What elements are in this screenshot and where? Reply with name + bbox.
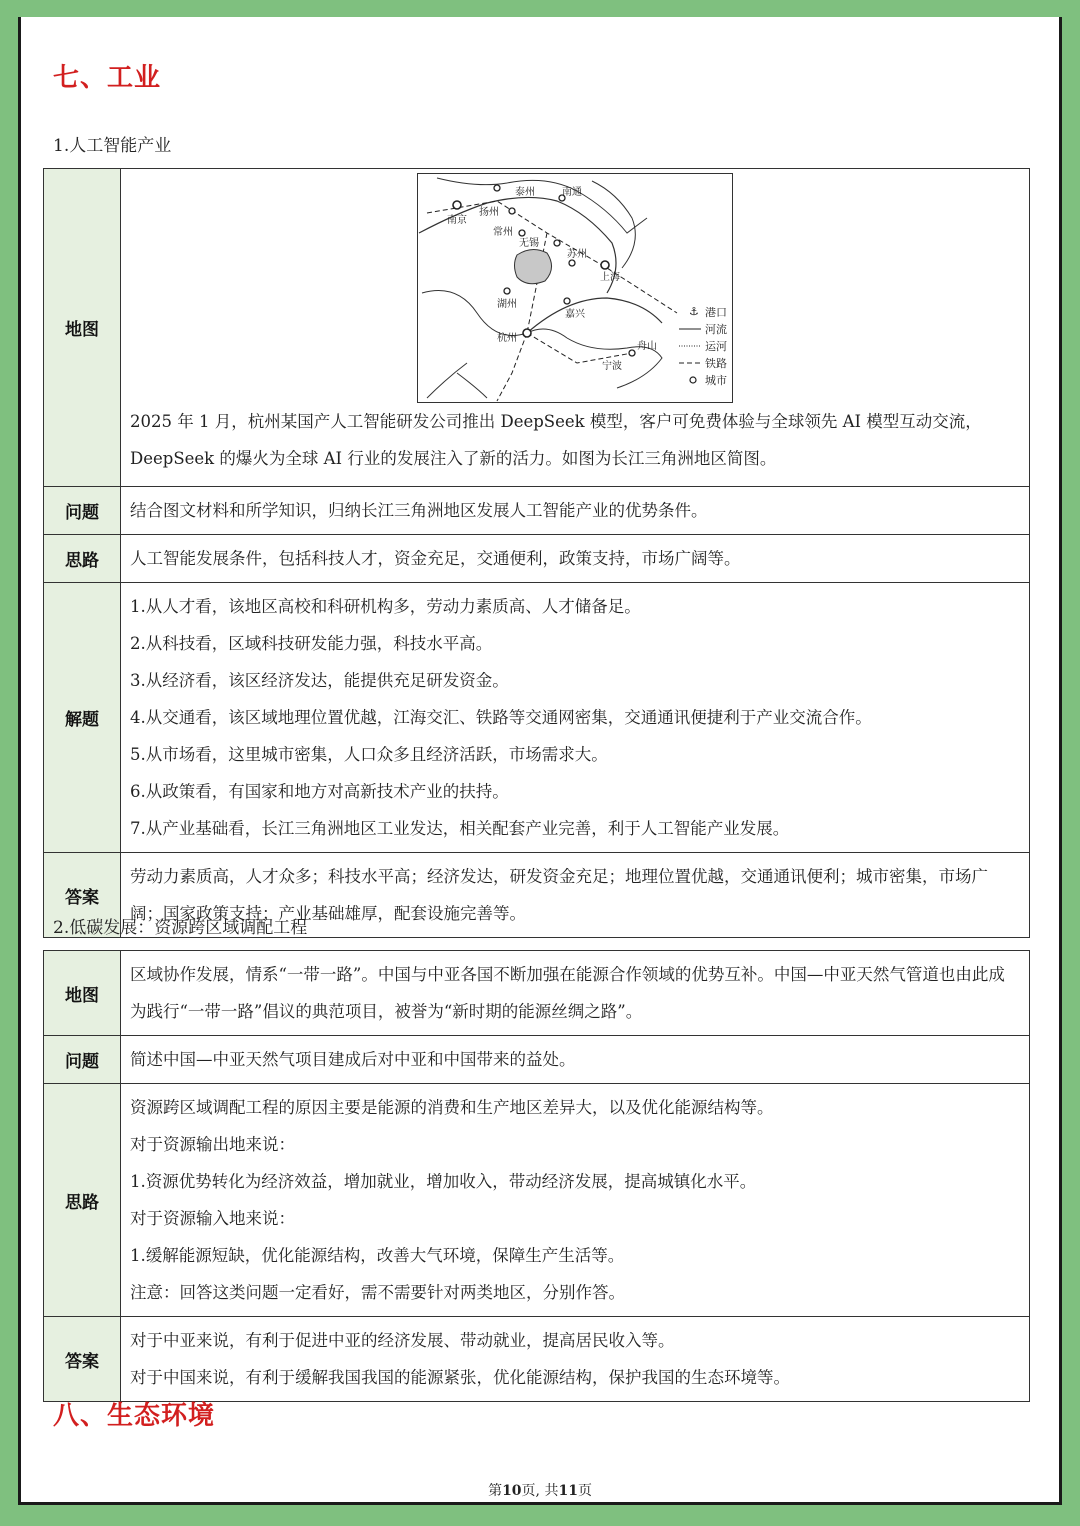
label-idea: 思路 — [44, 1084, 121, 1317]
label-answer: 答案 — [44, 1317, 121, 1402]
page-footer: 第10页, 共11页 — [488, 1483, 592, 1499]
svg-text:运河: 运河 — [705, 340, 727, 353]
svg-text:上海: 上海 — [600, 272, 620, 283]
svg-text:扬州: 扬州 — [479, 207, 499, 218]
idea-line: 1.缓解能源短缺，优化能源结构，改善大气环境，保障生产生活等。 — [130, 1246, 625, 1265]
label-question: 问题 — [44, 487, 121, 535]
svg-text:城市: 城市 — [705, 374, 727, 387]
subsection-title-low-carbon: 2.低碳发展：资源跨区域调配工程 — [53, 918, 308, 938]
svg-text:南通: 南通 — [562, 187, 582, 198]
question-text: 简述中国—中亚天然气项目建成后对中亚和中国带来的益处。 — [121, 1036, 1030, 1084]
map-description-gas: 区域协作发展，情系“一带一路”。中国与中亚各国不断加强在能源合作领域的优势互补。中国—中亚天然气管道也由此成为践行“一带一路”倡议的典范项目，被誉为“新时期的能源丝绸之路”。 — [121, 951, 1030, 1036]
solution-list — [121, 583, 1030, 853]
solution-item: 1.从人才看，该地区高校和科研机构多，劳动力素质高、人才储备足。 — [130, 597, 641, 616]
solution-item: 5.从市场看，这里城市密集，人口众多且经济活跃，市场需求大。 — [130, 745, 608, 764]
low-carbon-table — [43, 950, 1030, 1402]
map-description-ai: 2025 年 1 月，杭州某国产人工智能研发公司推出 DeepSeek 模型，客户可免费体验与全球领先 AI 模型互动交流，DeepSeek 的爆火为全球 AI 行业的发展注入了新的活力。如图为长江三角洲地区简图。 — [130, 412, 982, 468]
idea-line: 1.资源优势转化为经济效益，增加就业，增加收入，带动经济发展，提高城镇化水平。 — [130, 1172, 757, 1191]
answer-text: 劳动力素质高，人才众多；科技水平高；经济发达，研发资金充足；地理位置优越，交通通讯便利；城市密集，市场广阔；国家政策支持；产业基础雄厚，配套设施完善等。 — [121, 853, 1030, 938]
solution-item: 6.从政策看，有国家和地方对高新技术产业的扶持。 — [130, 782, 509, 801]
idea-line: 注意：回答这类问题一定看好，需不需要针对两类地区，分别作答。 — [130, 1283, 625, 1302]
label-answer: 答案 — [44, 853, 121, 938]
subsection-title-ai: 1.人工智能产业 — [53, 136, 172, 156]
solution-item: 4.从交通看，该区域地理位置优越，江海交汇、铁路等交通网密集，交通通讯便捷利于产业交流合作。 — [130, 708, 872, 727]
svg-text:常州: 常州 — [493, 227, 513, 238]
yangtze-delta-map — [417, 173, 733, 403]
answer-line: 对于中国来说，有利于缓解我国我国的能源紧张，优化能源结构，保护我国的生态环境等。 — [130, 1368, 790, 1387]
svg-text:铁路: 铁路 — [705, 357, 727, 370]
svg-text:苏州: 苏州 — [567, 249, 587, 260]
document-page — [18, 17, 1062, 1505]
idea-line: 对于资源输出地来说： — [130, 1135, 295, 1154]
answer-list — [121, 1317, 1030, 1402]
section-heading-industry: 七、工业 — [53, 63, 162, 93]
svg-text:嘉兴: 嘉兴 — [565, 309, 585, 320]
svg-text:港口: 港口 — [705, 306, 727, 319]
label-idea: 思路 — [44, 535, 121, 583]
section-heading-ecology: 八、生态环境 — [53, 1401, 216, 1431]
solution-item: 7.从产业基础看，长江三角洲地区工业发达，相关配套产业完善，利于人工智能产业发展。 — [130, 819, 790, 838]
svg-text:南京: 南京 — [447, 215, 467, 226]
label-map: 地图 — [44, 169, 121, 487]
svg-text:杭州: 杭州 — [497, 333, 517, 344]
svg-text:河流: 河流 — [705, 323, 727, 336]
answer-line: 对于中亚来说，有利于促进中亚的经济发展、带动就业，提高居民收入等。 — [130, 1331, 675, 1350]
total-pages: 11 — [558, 1483, 578, 1499]
label-map: 地图 — [44, 951, 121, 1036]
current-page: 10 — [502, 1483, 522, 1499]
svg-text:舟山: 舟山 — [637, 341, 657, 352]
idea-line: 资源跨区域调配工程的原因主要是能源的消费和生产地区差异大，以及优化能源结构等。 — [130, 1098, 774, 1117]
svg-text:无锡: 无锡 — [519, 238, 539, 249]
idea-line: 对于资源输入地来说： — [130, 1209, 295, 1228]
svg-text:⚓: ⚓ — [689, 305, 699, 318]
solution-item: 3.从经济看，该区经济发达，能提供充足研发资金。 — [130, 671, 509, 690]
svg-text:湖州: 湖州 — [497, 299, 517, 310]
solution-item: 2.从科技看，区域科技研发能力强，科技水平高。 — [130, 634, 493, 653]
ai-industry-table — [43, 168, 1030, 938]
svg-text:宁波: 宁波 — [602, 361, 622, 372]
label-question: 问题 — [44, 1036, 121, 1084]
label-solution: 解题 — [44, 583, 121, 853]
question-text: 结合图文材料和所学知识，归纳长江三角洲地区发展人工智能产业的优势条件。 — [121, 487, 1030, 535]
svg-text:泰州: 泰州 — [515, 187, 535, 198]
idea-list — [121, 1084, 1030, 1317]
idea-text: 人工智能发展条件，包括科技人才，资金充足，交通便利，政策支持，市场广阔等。 — [121, 535, 1030, 583]
